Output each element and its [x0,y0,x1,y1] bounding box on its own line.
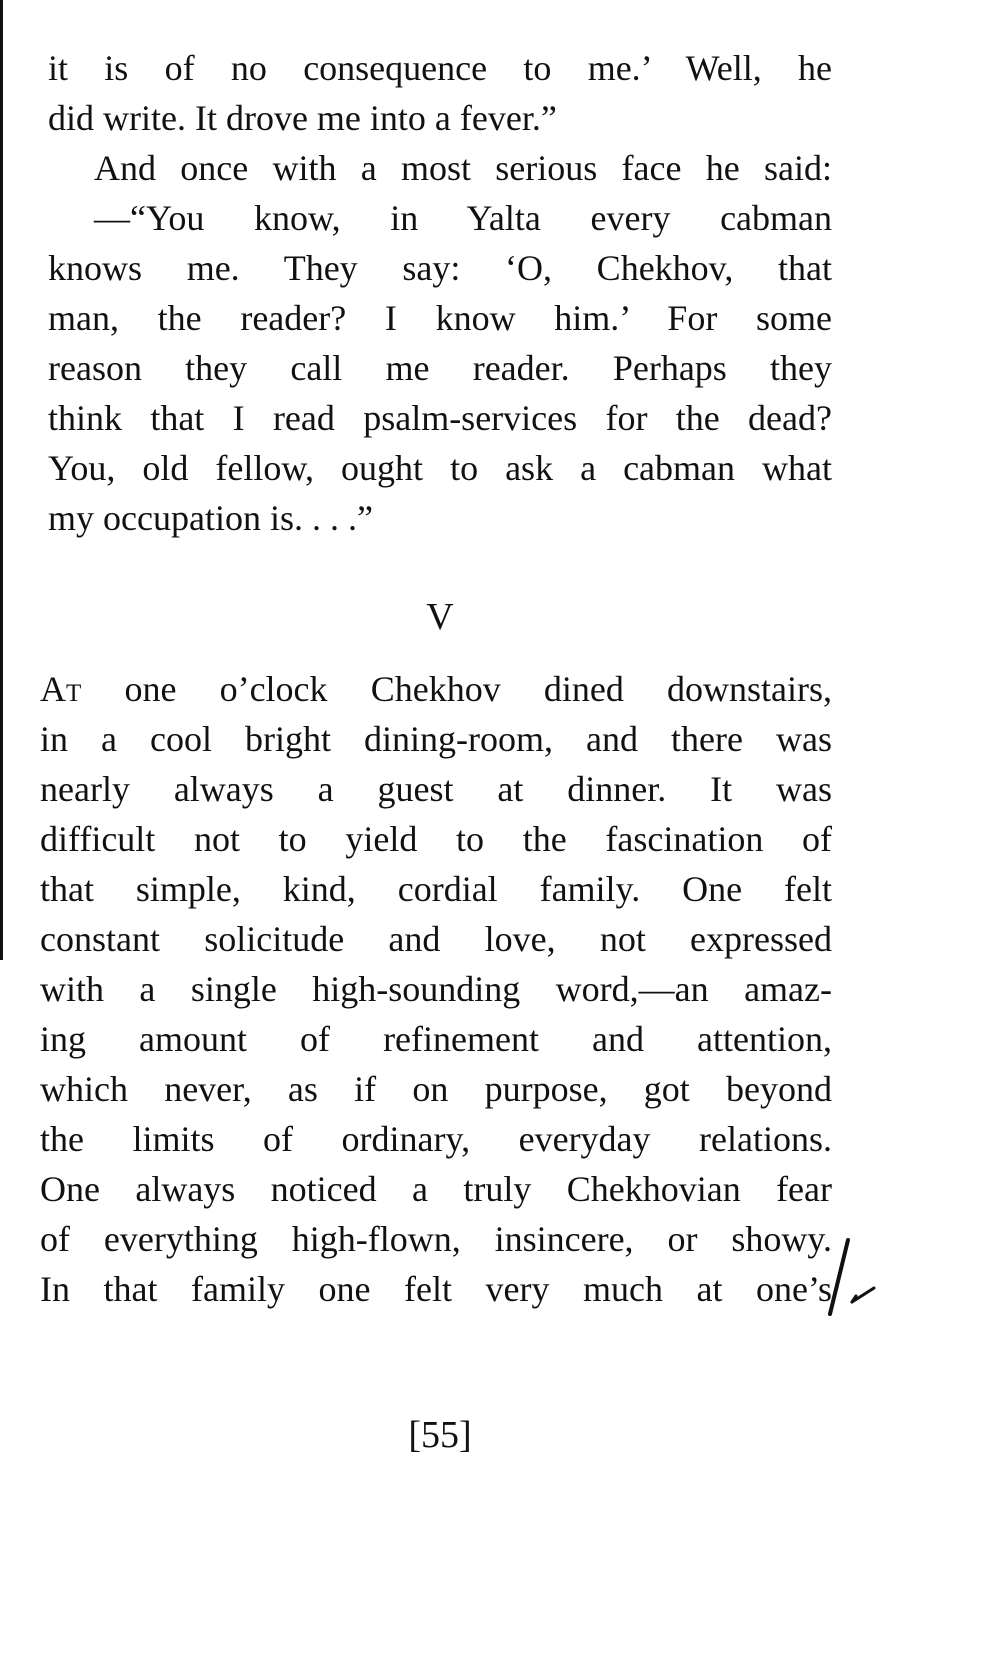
text-line [40,664,832,714]
text-line: of everything high-flown, insincere, or showy. [40,1219,832,1259]
text-line-rest: one o’clock Chekhov dined downstairs, [81,669,832,709]
text-line: man, the reader? I know him.’ For some [48,298,832,338]
text-line: in a cool bright dining-room, and there was [40,719,832,759]
paragraph-top [48,43,832,543]
text-line: And once with a most serious face he said: [94,148,832,188]
drop-word: At [40,669,82,709]
margin-rule [0,0,3,960]
text-line: with a single high-sounding word,—an amaz- [40,969,832,1009]
pencil-mark-icon [822,1222,882,1322]
text-line: reason they call me reader. Perhaps they [48,348,832,388]
text-line: —“You know, in Yalta every cabman [94,198,832,238]
text-line: my occupation is. . . .” [48,498,373,538]
text-line: You, old fellow, ought to ask a cabman what [48,448,832,488]
section-heading: V [426,596,454,638]
text-line: the limits of ordinary, everyday relations. [40,1119,832,1159]
text-line: In that family one felt very much at one’s [40,1269,832,1309]
text-line: constant solicitude and love, not expressed [40,919,832,959]
text-line: knows me. They say: ‘O, Chekhov, that [48,248,832,288]
text-line: did write. It drove me into a fever.” [48,98,557,138]
paragraph-bottom [40,664,832,1314]
text-line: nearly always a guest at dinner. It was [40,769,832,809]
page-number: [55] [408,1414,472,1456]
text-line: it is of no consequence to me.’ Well, he [48,48,832,88]
text-line: that simple, kind, cordial family. One felt [40,869,832,909]
text-line: difficult not to yield to the fascination of [40,819,832,859]
text-line: One always noticed a truly Chekhovian fear [40,1169,832,1209]
text-line: think that I read psalm-services for the dead? [48,398,832,438]
text-line: ing amount of refinement and attention, [40,1019,832,1059]
text-line: which never, as if on purpose, got beyond [40,1069,832,1109]
